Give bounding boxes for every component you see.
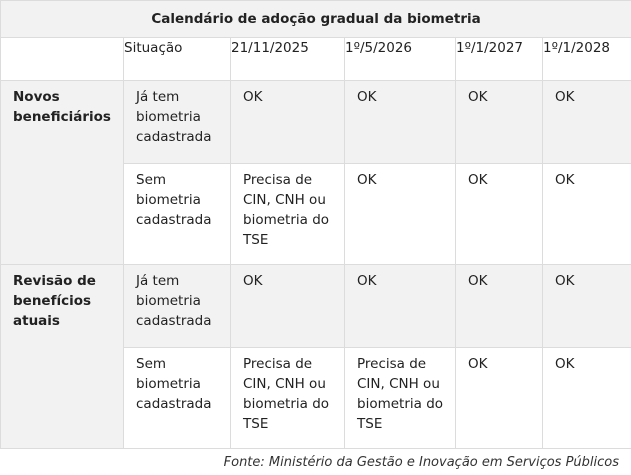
value-cell: Precisa de CIN, CNH ou biometria do TSE xyxy=(345,348,456,449)
value-cell: OK xyxy=(456,348,543,449)
header-date-4: 1º/1/2028 xyxy=(543,38,631,81)
value-cell: OK xyxy=(231,265,345,348)
group-label-revisao: Revisão de benefícios atuais xyxy=(1,265,124,449)
header-empty xyxy=(1,38,124,81)
situacao-cell: Já tem biometria cadastrada xyxy=(124,265,231,348)
value-cell: Precisa de CIN, CNH ou biometria do TSE xyxy=(231,164,345,265)
table-title: Calendário de adoção gradual da biometria xyxy=(1,1,631,38)
header-situacao: Situação xyxy=(124,38,231,81)
value-cell: OK xyxy=(456,265,543,348)
value-cell: OK xyxy=(231,81,345,164)
value-cell: OK xyxy=(543,348,631,449)
value-cell: OK xyxy=(543,164,631,265)
value-cell: OK xyxy=(456,81,543,164)
value-cell: Precisa de CIN, CNH ou biometria do TSE xyxy=(231,348,345,449)
value-cell: OK xyxy=(543,265,631,348)
situacao-cell: Sem biometria cadastrada xyxy=(124,348,231,449)
value-cell: OK xyxy=(345,265,456,348)
value-cell: OK xyxy=(543,81,631,164)
situacao-cell: Sem biometria cadastrada xyxy=(124,164,231,265)
value-cell: OK xyxy=(345,81,456,164)
situacao-cell: Já tem biometria cadastrada xyxy=(124,81,231,164)
header-date-2: 1º/5/2026 xyxy=(345,38,456,81)
value-cell: OK xyxy=(456,164,543,265)
value-cell: OK xyxy=(345,164,456,265)
table-row xyxy=(1,81,631,164)
header-date-1: 21/11/2025 xyxy=(231,38,345,81)
source-note: Fonte: Ministério da Gestão e Inovação em Serviços Públicos xyxy=(223,455,619,470)
header-date-3: 1º/1/2027 xyxy=(456,38,543,81)
table-row xyxy=(1,265,631,348)
group-label-novos: Novos beneficiários xyxy=(1,81,124,265)
